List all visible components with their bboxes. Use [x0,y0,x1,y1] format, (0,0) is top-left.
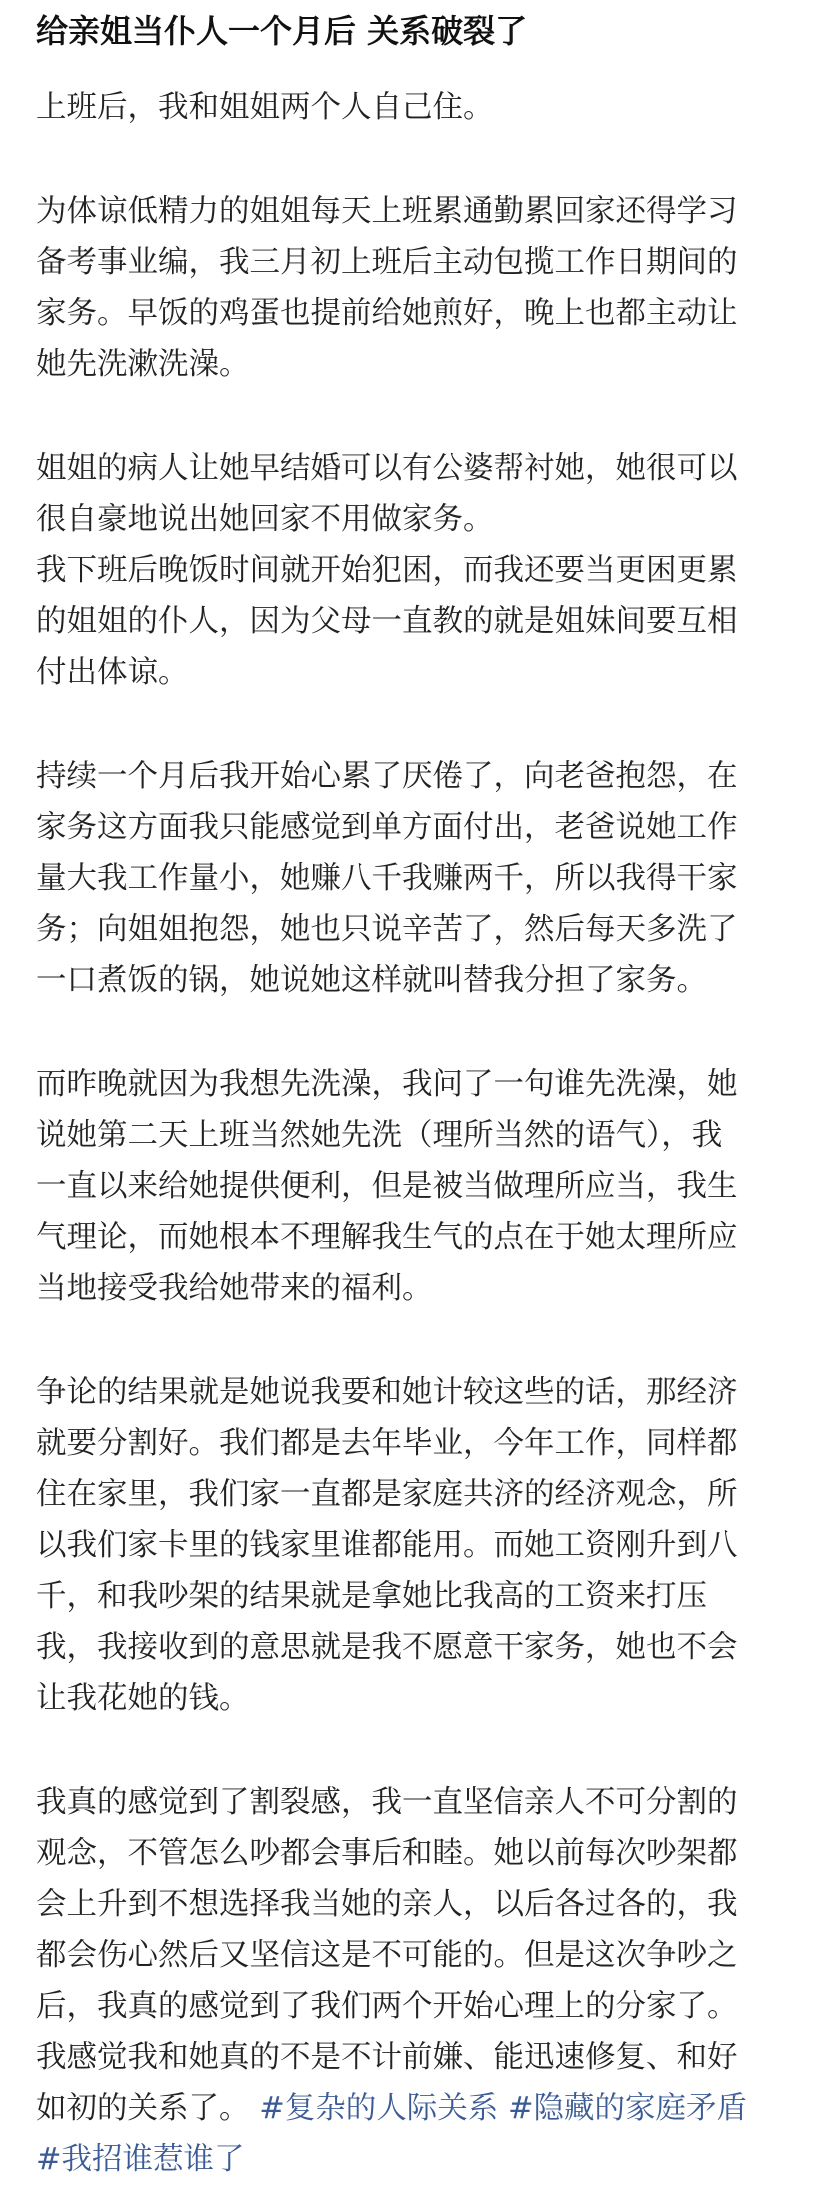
text-line: 说她第二天上班当然她先洗（理所当然的语气），我 [36,1118,723,1153]
text-line: 家务这方面我只能感觉到单方面付出，老爸说她工作 [36,810,738,845]
text-line: 气理论，而她根本不理解我生气的点在于她太理所应 [36,1220,738,1255]
paragraph-6 [36,1059,792,1314]
text-line: 她先洗漱洗澡。 [36,347,250,382]
paragraph-3 [36,443,792,545]
text-line: 以我们家卡里的钱家里谁都能用。而她工资刚升到八 [36,1528,738,1563]
text-line: 都会伤心然后又坚信这是不可能的。但是这次争吵之 [36,1938,738,1973]
text-line: 的姐姐的仆人，因为父母一直教的就是姐妹间要互相 [36,604,738,639]
paragraph-2 [36,186,792,390]
paragraph-1 [36,82,792,133]
text-line: 让我花她的钱。 [36,1681,250,1716]
paragraph-5 [36,751,792,1006]
text-line: 一口煮饭的锅，她说她这样就叫替我分担了家务。 [36,963,707,998]
text-line-with-hashtags [36,2083,792,2134]
text-line: 为体谅低精力的姐姐每天上班累通勤累回家还得学习 [36,194,738,229]
text-line: 量大我工作量小，她赚八千我赚两千，所以我得干家 [36,861,738,896]
text-line: 姐姐的病人让她早结婚可以有公婆帮衬她，她很可以 [36,451,738,486]
paragraph-7 [36,1367,792,1724]
text-line: 我下班后晚饭时间就开始犯困，而我还要当更困更累 [36,553,738,588]
post-body [36,82,792,2185]
text-line: 我感觉我和她真的不是不计前嫌、能迅速修复、和好 [36,2040,738,2075]
hashtag-link[interactable]: #隐藏的家庭矛盾 [507,2091,748,2126]
paragraph-4 [36,545,792,698]
text-line: 观念，不管怎么吵都会事后和睦。她以前每次吵架都 [36,1836,738,1871]
paragraph-8 [36,1777,792,2185]
text-line: 而昨晚就因为我想先洗澡，我问了一句谁先洗澡，她 [36,1067,738,1102]
post-title: 给亲姐当仆人一个月后 关系破裂了 [36,12,528,50]
text-line: 后，我真的感觉到了我们两个开始心理上的分家了。 [36,1989,738,2024]
text-line: 千，和我吵架的结果就是拿她比我高的工资来打压 [36,1579,707,1614]
text-line: 住在家里，我们家一直都是家庭共济的经济观念，所 [36,1477,738,1512]
text-line: 备考事业编，我三月初上班后主动包揽工作日期间的 [36,245,738,280]
text-line: 持续一个月后我开始心累了厌倦了，向老爸抱怨，在 [36,759,738,794]
text-fragment: 如初的关系了。 [36,2091,250,2126]
text-line: 家务。早饭的鸡蛋也提前给她煎好，晚上也都主动让 [36,296,738,331]
text-line: 我，我接收到的意思就是我不愿意干家务，她也不会 [36,1630,738,1665]
text-line: 我真的感觉到了割裂感，我一直坚信亲人不可分割的 [36,1785,738,1820]
text-line: 很自豪地说出她回家不用做家务。 [36,502,494,537]
text-line: 务；向姐姐抱怨，她也只说辛苦了，然后每天多洗了 [36,912,738,947]
text-line-hashtag [36,2134,792,2185]
text-line: 会上升到不想选择我当她的亲人，以后各过各的，我 [36,1887,738,1922]
text-line: 一直以来给她提供便利，但是被当做理所应当，我生 [36,1169,738,1204]
text-line: 付出体谅。 [36,655,189,690]
text-line: 当地接受我给她带来的福利。 [36,1271,433,1306]
hashtag-link[interactable]: #复杂的人际关系 [259,2091,499,2126]
text-line: 争论的结果就是她说我要和她计较这些的话，那经济 [36,1375,738,1410]
text-line: 就要分割好。我们都是去年毕业，今年工作，同样都 [36,1426,738,1461]
text-line: 上班后，我和姐姐两个人自己住。 [36,90,494,125]
hashtag-link[interactable]: #我招谁惹谁了 [36,2142,245,2177]
